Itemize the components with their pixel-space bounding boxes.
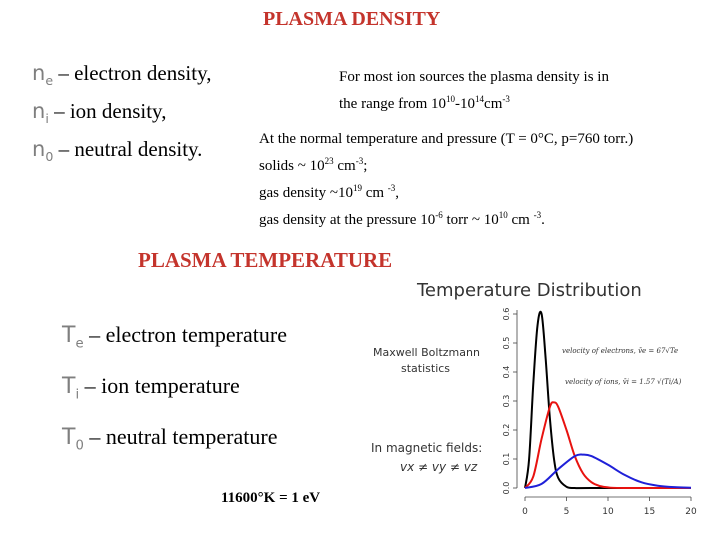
text: ,: [395, 185, 400, 201]
y-tick-label: 0.5: [502, 336, 511, 350]
exponent: 19: [352, 183, 362, 193]
y-tick-label: 0.1: [502, 452, 511, 466]
symbol-n: n: [32, 61, 46, 85]
x-tick-label: 20: [685, 507, 697, 517]
definition-text: – ion temperature: [79, 373, 240, 398]
normal-conditions-block: [259, 128, 633, 231]
x-tick-label: 10: [602, 507, 614, 517]
symbol-subscript: i: [45, 111, 49, 127]
ion-density-definition: [32, 96, 212, 134]
y-tick-label: 0.2: [502, 423, 511, 437]
magnetic-fields-label: In magnetic fields:: [371, 441, 483, 455]
ion-source-density-note: [339, 66, 609, 115]
definition-text: – neutral temperature: [83, 424, 278, 449]
y-tick-label: 0.0: [502, 481, 511, 495]
exponent: 23: [324, 156, 334, 166]
solids-density-line: [259, 150, 633, 177]
gas-density-line: [259, 177, 633, 204]
symbol-t: T: [62, 425, 76, 450]
definition-text: – neutral density.: [53, 137, 203, 162]
text: cm: [484, 96, 503, 112]
symbol-t: T: [62, 323, 76, 348]
temperature-distribution-figure: [366, 274, 720, 540]
exponent: -6: [435, 210, 443, 220]
text: cm: [361, 185, 388, 201]
symbol-subscript: i: [75, 387, 80, 403]
exponent: -3: [387, 183, 396, 193]
plasma-density-title: PLASMA DENSITY: [263, 8, 441, 30]
x-tick-label: 0: [522, 507, 528, 517]
ion-note-line-2: [339, 88, 609, 115]
symbol-subscript: e: [75, 336, 84, 352]
neutral-density-definition: [32, 134, 212, 172]
y-tick-label: 0.3: [502, 394, 511, 408]
y-tick-label: 0.4: [502, 365, 511, 379]
definition-text: – electron density,: [53, 61, 212, 85]
symbol-t: T: [62, 374, 76, 399]
y-tick-label: 0.6: [502, 307, 511, 321]
x-tick-label: 5: [563, 507, 570, 517]
symbol-n: n: [32, 99, 46, 124]
density-definitions: [32, 58, 212, 173]
symbol-subscript: 0: [75, 438, 84, 454]
symbol-subscript: e: [45, 73, 54, 89]
text: .: [541, 212, 545, 228]
ion-temperature-definition: [62, 373, 240, 402]
stp-line-1: At the normal temperature and pressure (T = 0°C, p=760 torr.): [259, 131, 634, 147]
exponent: -3: [355, 156, 364, 166]
kelvin-ev-conversion: 11600°K = 1 eV: [221, 490, 321, 506]
electron-velocity-annotation: velocity of electrons, v̄e = 67√Te: [562, 347, 679, 355]
text: ;: [363, 158, 368, 174]
neutral-temperature-definition: [62, 424, 277, 453]
figure-title: Temperature Distribution: [417, 280, 642, 301]
velocity-inequality: vx ≠ vy ≠ vz: [400, 460, 478, 474]
definition-text: – ion density,: [48, 99, 167, 124]
ion-note-line-1: For most ion sources the plasma density is in: [339, 69, 609, 85]
exponent: 14: [475, 94, 485, 104]
ion-velocity-annotation: velocity of ions, v̄i = 1.57 √(Ti/A): [565, 378, 682, 386]
electron-density-definition: [32, 58, 212, 96]
text: solids ~ 10: [259, 158, 325, 174]
x-tick-label: 15: [643, 507, 656, 517]
gas-density-low-pressure-line: [259, 204, 633, 231]
statistics-label: statistics: [401, 362, 451, 375]
text: cm: [333, 158, 356, 174]
text: gas density ~10: [259, 185, 353, 201]
maxwell-boltzmann-label: Maxwell Boltzmann: [373, 346, 480, 359]
exponent: -3: [502, 94, 510, 104]
exponent: 10: [446, 94, 456, 104]
symbol-subscript: 0: [45, 149, 54, 165]
electron-temperature-definition: [62, 322, 287, 351]
text: the range from 10: [339, 96, 447, 112]
definition-text: – electron temperature: [83, 322, 287, 347]
text: -10: [455, 96, 476, 112]
text: gas density at the pressure 10: [259, 212, 436, 228]
exponent: -3: [533, 210, 542, 220]
symbol-n: n: [32, 137, 46, 162]
plasma-temperature-title: PLASMA TEMPERATURE: [138, 248, 393, 272]
text: torr ~ 10: [442, 212, 499, 228]
text: cm: [507, 212, 534, 228]
exponent: 10: [498, 210, 508, 220]
